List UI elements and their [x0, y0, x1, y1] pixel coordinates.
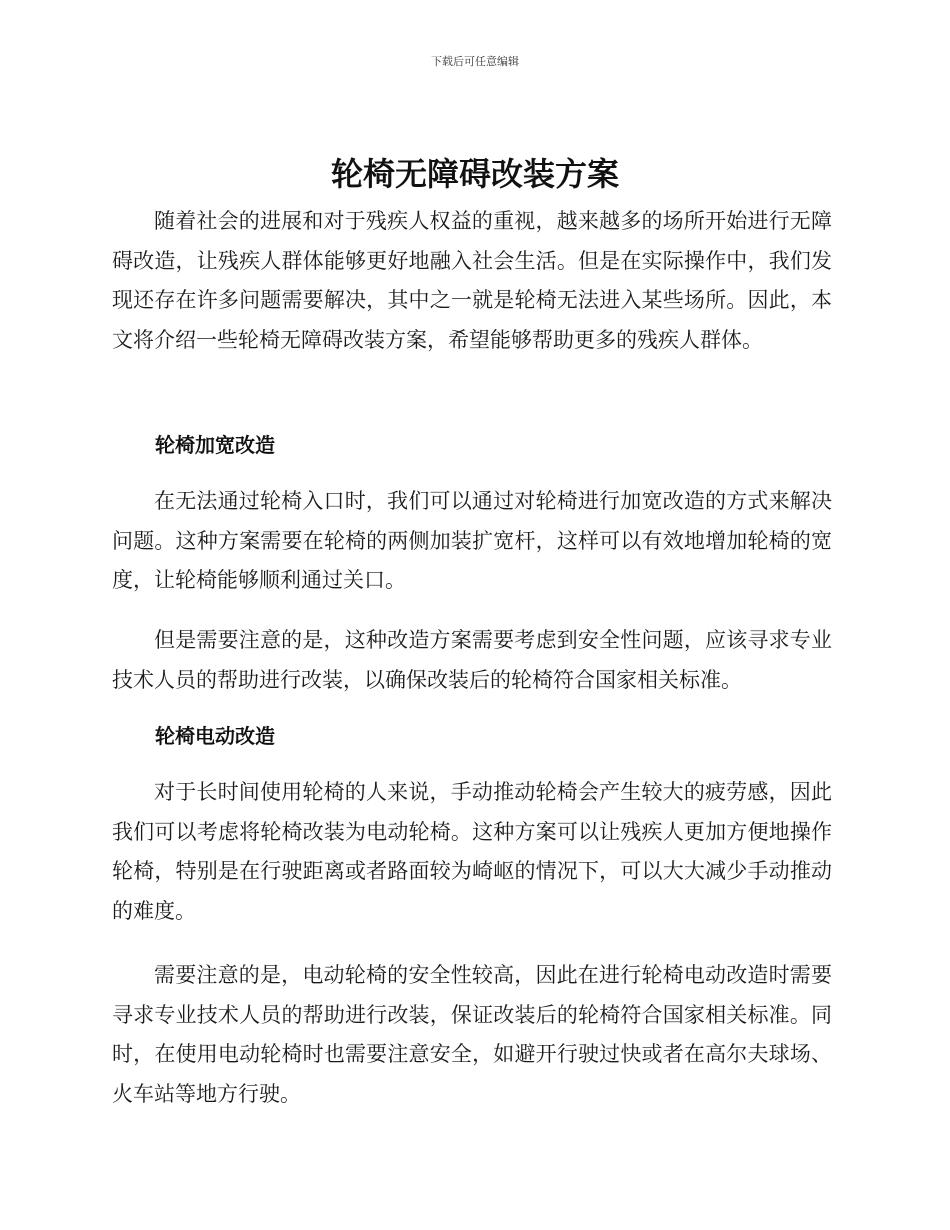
page-header-note: 下载后可任意编辑 — [431, 55, 519, 68]
widening-paragraph-1: 在无法通过轮椅入口时，我们可以通过对轮椅进行加宽改造的方式来解决问题。这种方案需要在轮椅的两侧加装扩宽杆，这样可以有效地增加轮椅的宽度，让轮椅能够顺利通过关口。 — [112, 489, 832, 592]
electric-paragraph-1: 对于长时间使用轮椅的人来说，手动推动轮椅会产生较大的疲劳感，因此我们可以考虑将轮椅改装为电动轮椅。这种方案可以让残疾人更加方便地操作轮椅，特别是在行驶距离或者路面较为崎岖的情况下，可以大大减少手动推动的难度。 — [112, 780, 832, 923]
electric-paragraph-2: 需要注意的是，电动轮椅的安全性较高，因此在进行轮椅电动改造时需要寻求专业技术人员的帮助进行改装，保证改装后的轮椅符合国家相关标准。同时，在使用电动轮椅时也需要注意安全，如避开行驶过快或者在高尔夫球场、火车站等地方行驶。 — [112, 963, 832, 1106]
section-heading-widening: 轮椅加宽改造 — [155, 433, 275, 457]
section-heading-electric: 轮椅电动改造 — [155, 724, 275, 748]
intro-paragraph: 随着社会的进展和对于残疾人权益的重视，越来越多的场所开始进行无障碍改造，让残疾人群体能够更好地融入社会生活。但是在实际操作中，我们发现还存在许多问题需要解决，其中之一就是轮椅无法进入某些场所。因此，本文将介绍一些轮椅无障碍改装方案，希望能够帮助更多的残疾人群体。 — [112, 209, 832, 352]
widening-paragraph-2: 但是需要注意的是，这种改造方案需要考虑到安全性问题，应该寻求专业技术人员的帮助进行改装，以确保改装后的轮椅符合国家相关标准。 — [112, 628, 832, 692]
document-title: 轮椅无障碍改装方案 — [330, 155, 619, 193]
